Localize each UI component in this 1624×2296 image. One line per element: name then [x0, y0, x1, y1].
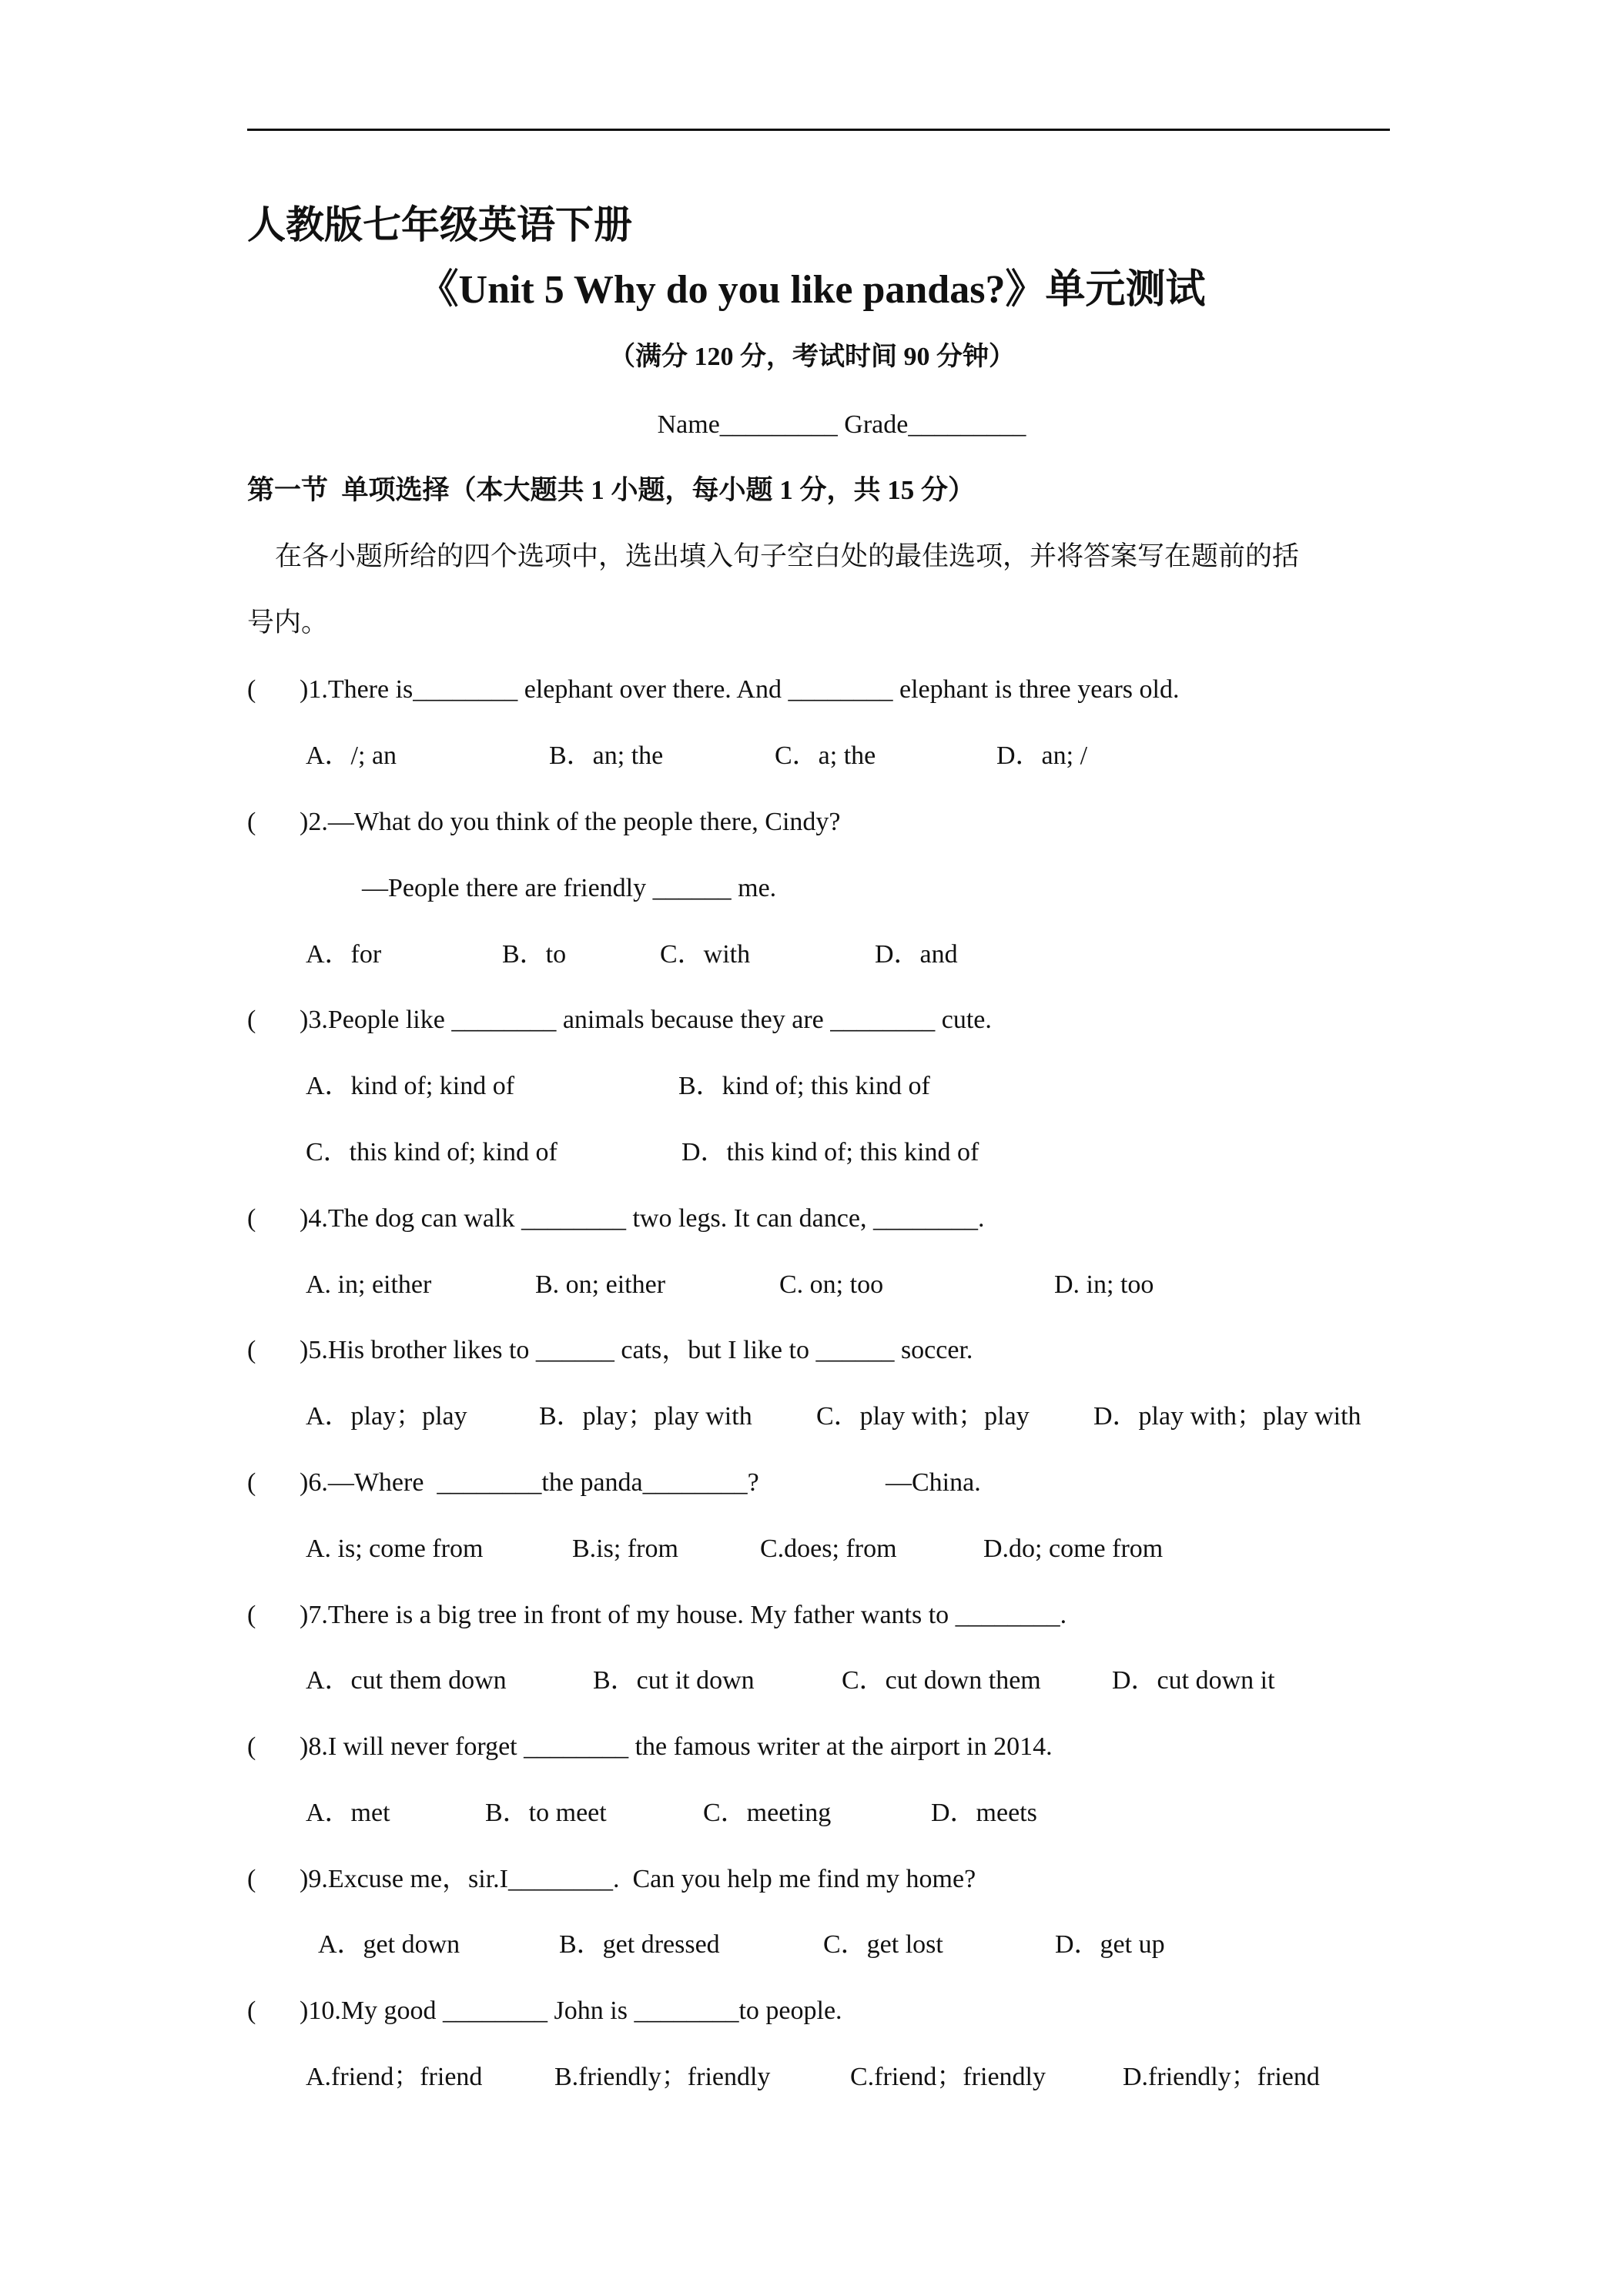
question-stem: )8.I will never forget ________ the famous writer at the airport in 2014. [300, 1732, 1053, 1761]
answer-paren: ( [247, 1996, 256, 2025]
option-b: B．to [502, 940, 567, 969]
option-d: D.friendly；friend [1123, 2063, 1320, 2091]
answer-paren: ( [247, 1336, 256, 1364]
option-c: C．get lost [823, 1930, 943, 1959]
instruction-line-1: 在各小题所给的四个选项中，选出填入句子空白处的最佳选项，并将答案写在题前的括 [275, 541, 1300, 571]
answer-paren: ( [247, 1865, 256, 1893]
question-stem: )5.His brother likes to ______ cats，but I like to ______ soccer. [300, 1336, 973, 1364]
option-b: B．an; the [549, 741, 664, 770]
option-a: A. is; come from [306, 1535, 484, 1563]
option-a: A．/; an [306, 741, 397, 770]
option-a: A．for [306, 940, 382, 969]
question-stem-reply: —People there are friendly ______ me. [362, 874, 777, 902]
score-time-note: （满分 120 分，考试时间 90 分钟） [609, 343, 1015, 371]
option-c: C．cut down them [842, 1666, 1041, 1695]
option-a: A.friend；friend [306, 2063, 483, 2091]
option-c: C.friend；friendly [850, 2063, 1046, 2091]
option-d: D．play with；play with [1093, 1402, 1361, 1431]
option-c: C．a; the [775, 741, 876, 770]
option-c: C．play with；play [816, 1402, 1030, 1431]
option-c: C.does; from [760, 1535, 897, 1563]
option-d: D．and [875, 940, 958, 969]
option-a: A. in; either [306, 1270, 432, 1299]
option-b: B. on; either [535, 1270, 666, 1299]
question-stem: )6.—Where ________the panda________? [300, 1468, 759, 1497]
question-answer-hint: —China. [886, 1468, 981, 1497]
option-c: C．meeting [703, 1799, 832, 1827]
name-grade-line: Name_________ Grade_________ [657, 410, 1026, 439]
question-stem: )2.—What do you think of the people there, Cindy? [300, 808, 841, 836]
option-c: C．with [660, 940, 751, 969]
option-b: B．play；play with [539, 1402, 752, 1431]
answer-paren: ( [247, 1006, 256, 1034]
option-a: A．get down [318, 1930, 460, 1959]
option-d: D．meets [931, 1799, 1037, 1827]
question-stem: )4.The dog can walk ________ two legs. It can dance, ________. [300, 1204, 985, 1233]
option-c: C. on; too [779, 1270, 884, 1299]
option-b: B．get dressed [559, 1930, 720, 1959]
question-stem: )3.People like ________ animals because they are ________ cute. [300, 1006, 992, 1034]
option-b: B．kind of; this kind of [678, 1072, 930, 1100]
option-a: A．met [306, 1799, 390, 1827]
section-heading: 第一节 单项选择（本大题共 1 小题，每小题 1 分，共 15 分） [247, 475, 976, 505]
option-a: A．cut them down [306, 1666, 507, 1695]
header-rule [247, 129, 1390, 131]
option-d: D.do; come from [983, 1535, 1164, 1563]
question-stem: )10.My good ________ John is ________to people. [300, 1996, 842, 2025]
question-stem: )7.There is a big tree in front of my house. My father wants to ________. [300, 1601, 1067, 1629]
option-c: C．this kind of; kind of [306, 1138, 558, 1166]
answer-paren: ( [247, 1601, 256, 1629]
answer-paren: ( [247, 1468, 256, 1497]
option-b: B．cut it down [593, 1666, 755, 1695]
answer-paren: ( [247, 1732, 256, 1761]
option-b: B.is; from [572, 1535, 678, 1563]
option-a: A．play；play [306, 1402, 467, 1431]
option-b: B．to meet [485, 1799, 607, 1827]
unit-test-title: 《Unit 5 Why do you like pandas?》单元测试 [418, 268, 1206, 312]
instruction-line-2: 号内。 [247, 607, 329, 638]
question-stem: )1.There is________ elephant over there. And ________ elephant is three years old. [300, 675, 1180, 704]
answer-paren: ( [247, 675, 256, 704]
option-b: B.friendly；friendly [554, 2063, 771, 2091]
option-d: D．cut down it [1112, 1666, 1275, 1695]
option-d: D．an; / [996, 741, 1088, 770]
question-stem: )9.Excuse me，sir.I________. Can you help me find my home? [300, 1865, 976, 1893]
option-d: D．get up [1055, 1930, 1165, 1959]
option-a: A．kind of; kind of [306, 1072, 515, 1100]
book-title: 人教版七年级英语下册 [247, 203, 632, 246]
answer-paren: ( [247, 808, 256, 836]
option-d: D. in; too [1054, 1270, 1154, 1299]
option-d: D．this kind of; this kind of [681, 1138, 979, 1166]
answer-paren: ( [247, 1204, 256, 1233]
